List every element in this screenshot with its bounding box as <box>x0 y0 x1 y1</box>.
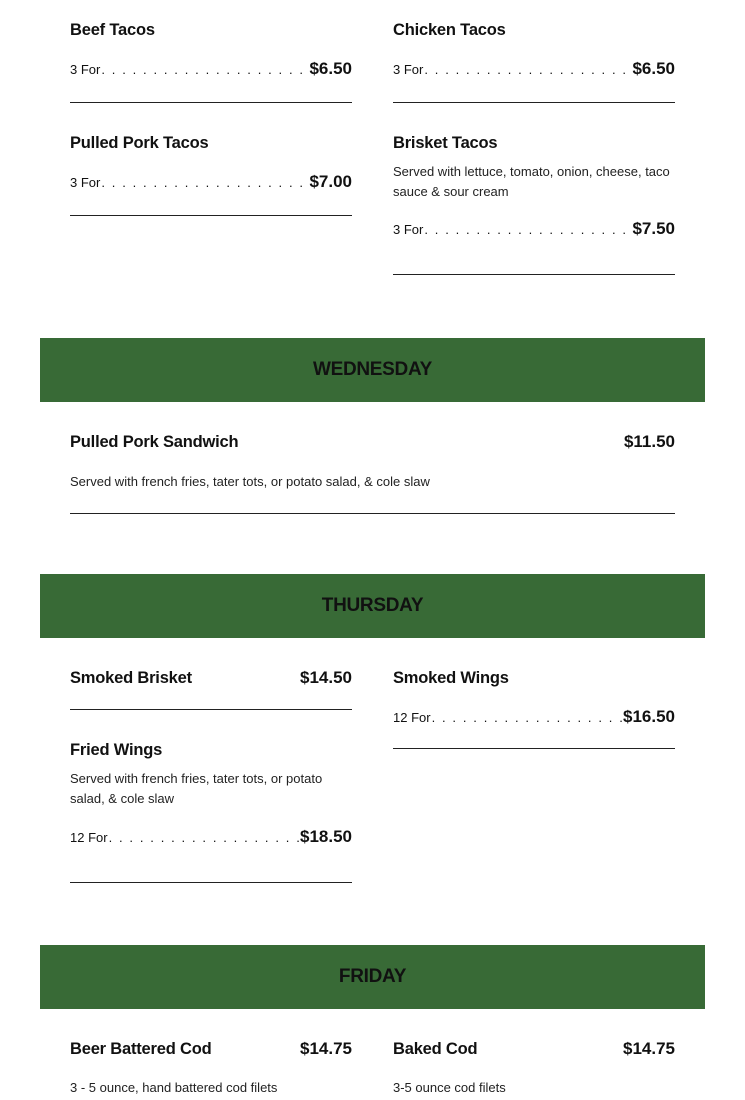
price-line <box>70 827 352 847</box>
item-price: $6.50 <box>309 59 352 78</box>
menu-item-brisket-tacos <box>393 133 675 275</box>
thursday-right-column <box>393 668 675 749</box>
friday-left-column <box>70 1039 352 1098</box>
item-description: Served with french fries, tater tots, or potato salad, & cole slaw <box>70 474 430 489</box>
leader-dots <box>101 62 308 77</box>
item-price: $14.50 <box>300 668 352 687</box>
price-line <box>393 59 675 79</box>
item-qty: 3 For <box>393 62 424 77</box>
item-qty: 12 For <box>70 830 108 845</box>
item-qty: 12 For <box>393 710 431 725</box>
price-line <box>393 707 675 727</box>
leader-dots <box>432 710 622 725</box>
item-price: $14.75 <box>623 1039 675 1058</box>
item-price: $16.50 <box>623 707 675 726</box>
item-description: Served with lettuce, tomato, onion, cheese, taco sauce & sour cream <box>393 164 670 199</box>
price-line <box>70 59 352 79</box>
item-name: Fried Wings <box>70 741 163 759</box>
item-description: 3 - 5 ounce, hand battered cod filets <box>70 1080 278 1095</box>
tuesday-left-column <box>70 20 352 216</box>
thursday-left-column <box>70 668 352 883</box>
name-row <box>393 1039 675 1059</box>
menu-item-chicken-tacos <box>393 20 675 103</box>
item-qty: 3 For <box>70 175 101 190</box>
item-description: Served with french fries, tater tots, or potato salad, & cole slaw <box>70 771 323 806</box>
day-banner-friday: FRIDAY <box>40 945 705 1009</box>
item-name: Beer Battered Cod <box>70 1040 212 1058</box>
item-price: $6.50 <box>632 59 675 78</box>
item-name: Pulled Pork Sandwich <box>70 433 239 451</box>
wednesday-section <box>70 432 675 514</box>
item-qty: 3 For <box>393 222 424 237</box>
item-price: $7.00 <box>309 172 352 191</box>
item-name: Chicken Tacos <box>393 21 506 39</box>
tuesday-right-column <box>393 20 675 275</box>
menu-item-fried-wings <box>70 740 352 883</box>
item-name: Baked Cod <box>393 1040 478 1058</box>
item-price: $7.50 <box>632 219 675 238</box>
item-price: $18.50 <box>300 827 352 846</box>
name-row <box>70 1039 352 1059</box>
name-row <box>70 432 675 452</box>
leader-dots <box>109 830 299 845</box>
leader-dots <box>101 175 308 190</box>
day-banner-wednesday: WEDNESDAY <box>40 338 705 402</box>
price-line <box>70 172 352 192</box>
item-description: 3-5 ounce cod filets <box>393 1080 506 1095</box>
menu-item-baked-cod <box>393 1039 675 1098</box>
friday-right-column <box>393 1039 675 1098</box>
item-price: $14.75 <box>300 1039 352 1058</box>
menu-item-beef-tacos <box>70 20 352 103</box>
menu-item-pulled-pork-sandwich <box>70 432 675 514</box>
menu-item-pulled-pork-tacos <box>70 133 352 216</box>
item-name: Brisket Tacos <box>393 134 498 152</box>
item-name: Beef Tacos <box>70 21 155 39</box>
price-line <box>393 219 675 239</box>
name-row <box>70 668 352 688</box>
menu-item-smoked-wings <box>393 668 675 749</box>
item-name: Smoked Brisket <box>70 669 192 687</box>
item-name: Pulled Pork Tacos <box>70 134 209 152</box>
item-qty: 3 For <box>70 62 101 77</box>
menu-item-beer-battered-cod <box>70 1039 352 1098</box>
leader-dots <box>424 222 631 237</box>
menu-item-smoked-brisket <box>70 668 352 710</box>
item-price: $11.50 <box>623 432 675 451</box>
day-banner-thursday: THURSDAY <box>40 574 705 638</box>
leader-dots <box>424 62 631 77</box>
item-name: Smoked Wings <box>393 669 509 687</box>
